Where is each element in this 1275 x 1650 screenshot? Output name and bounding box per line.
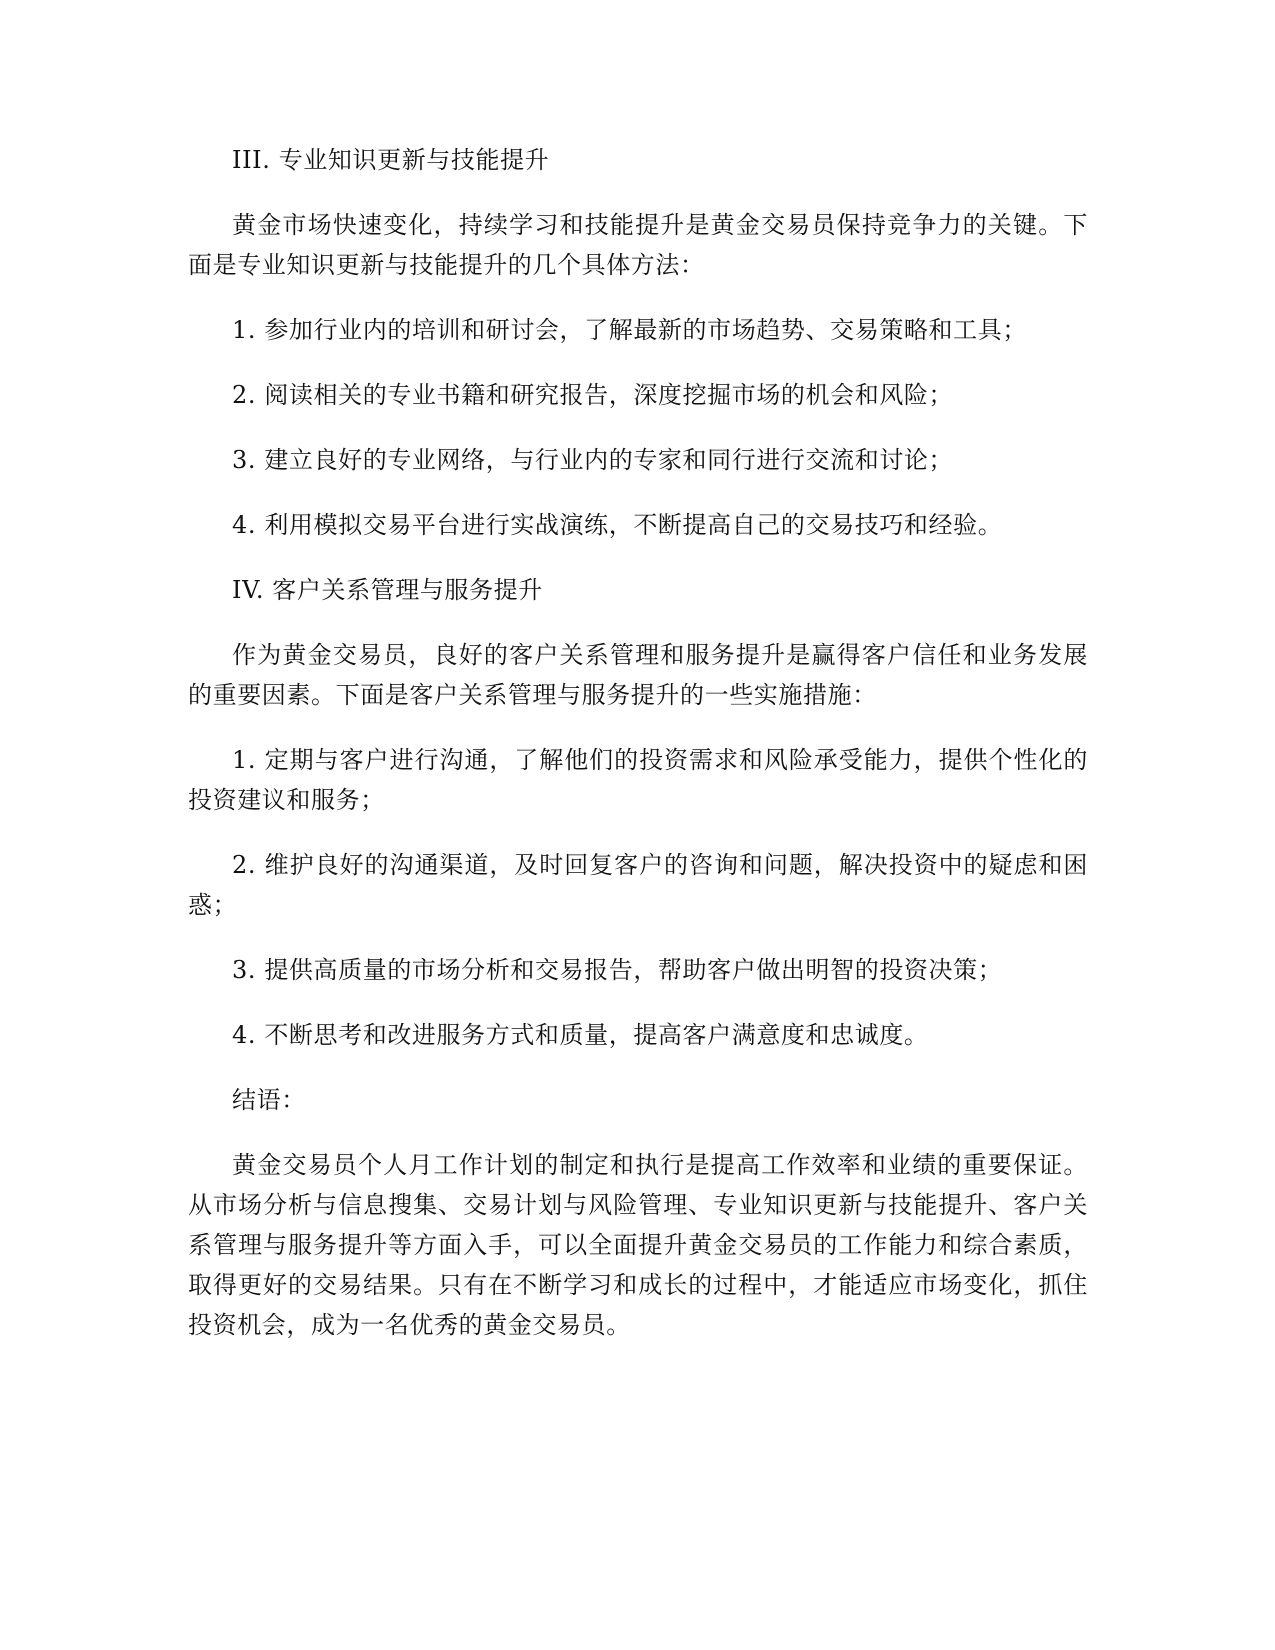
section-intro-paragraph: 作为黄金交易员，良好的客户关系管理和服务提升是赢得客户信任和业务发展的重要因素。下面是客户关系管理与服务提升的一些实施措施： bbox=[188, 641, 1088, 709]
list-item: 4. 不断思考和改进服务方式和质量，提高客户满意度和忠诚度。 bbox=[232, 1021, 929, 1049]
document-body bbox=[188, 140, 1088, 1370]
conclusion-heading: 结语： bbox=[232, 1086, 306, 1114]
list-item: 3. 建立良好的专业网络，与行业内的专家和同行进行交流和讨论； bbox=[232, 446, 954, 474]
section-heading-iii: III. 专业知识更新与技能提升 bbox=[232, 146, 550, 174]
list-item: 2. 维护良好的沟通渠道，及时回复客户的咨询和问题，解决投资中的疑虑和困惑； bbox=[188, 851, 1088, 919]
list-item: 1. 定期与客户进行沟通，了解他们的投资需求和风险承受能力，提供个性化的投资建议和服务； bbox=[188, 746, 1088, 814]
list-item: 3. 提供高质量的市场分析和交易报告，帮助客户做出明智的投资决策； bbox=[232, 956, 1003, 984]
list-item: 1. 参加行业内的培训和研讨会，了解最新的市场趋势、交易策略和工具； bbox=[232, 316, 1027, 344]
list-item: 2. 阅读相关的专业书籍和研究报告，深度挖掘市场的机会和风险； bbox=[232, 381, 954, 409]
section-intro-paragraph: 黄金市场快速变化，持续学习和技能提升是黄金交易员保持竞争力的关键。下面是专业知识更新与技能提升的几个具体方法： bbox=[188, 211, 1088, 279]
conclusion-paragraph: 黄金交易员个人月工作计划的制定和执行是提高工作效率和业绩的重要保证。从市场分析与信息搜集、交易计划与风险管理、专业知识更新与技能提升、客户关系管理与服务提升等方面入手，可以全面提升黄金交易员的工作能力和综合素质，取得更好的交易结果。只有在不断学习和成长的过程中，才能适应市场变化，抓住投资机会，成为一名优秀的黄金交易员。 bbox=[188, 1151, 1088, 1339]
section-heading-iv: IV. 客户关系管理与服务提升 bbox=[232, 576, 543, 604]
list-item: 4. 利用模拟交易平台进行实战演练，不断提高自己的交易技巧和经验。 bbox=[232, 511, 1003, 539]
